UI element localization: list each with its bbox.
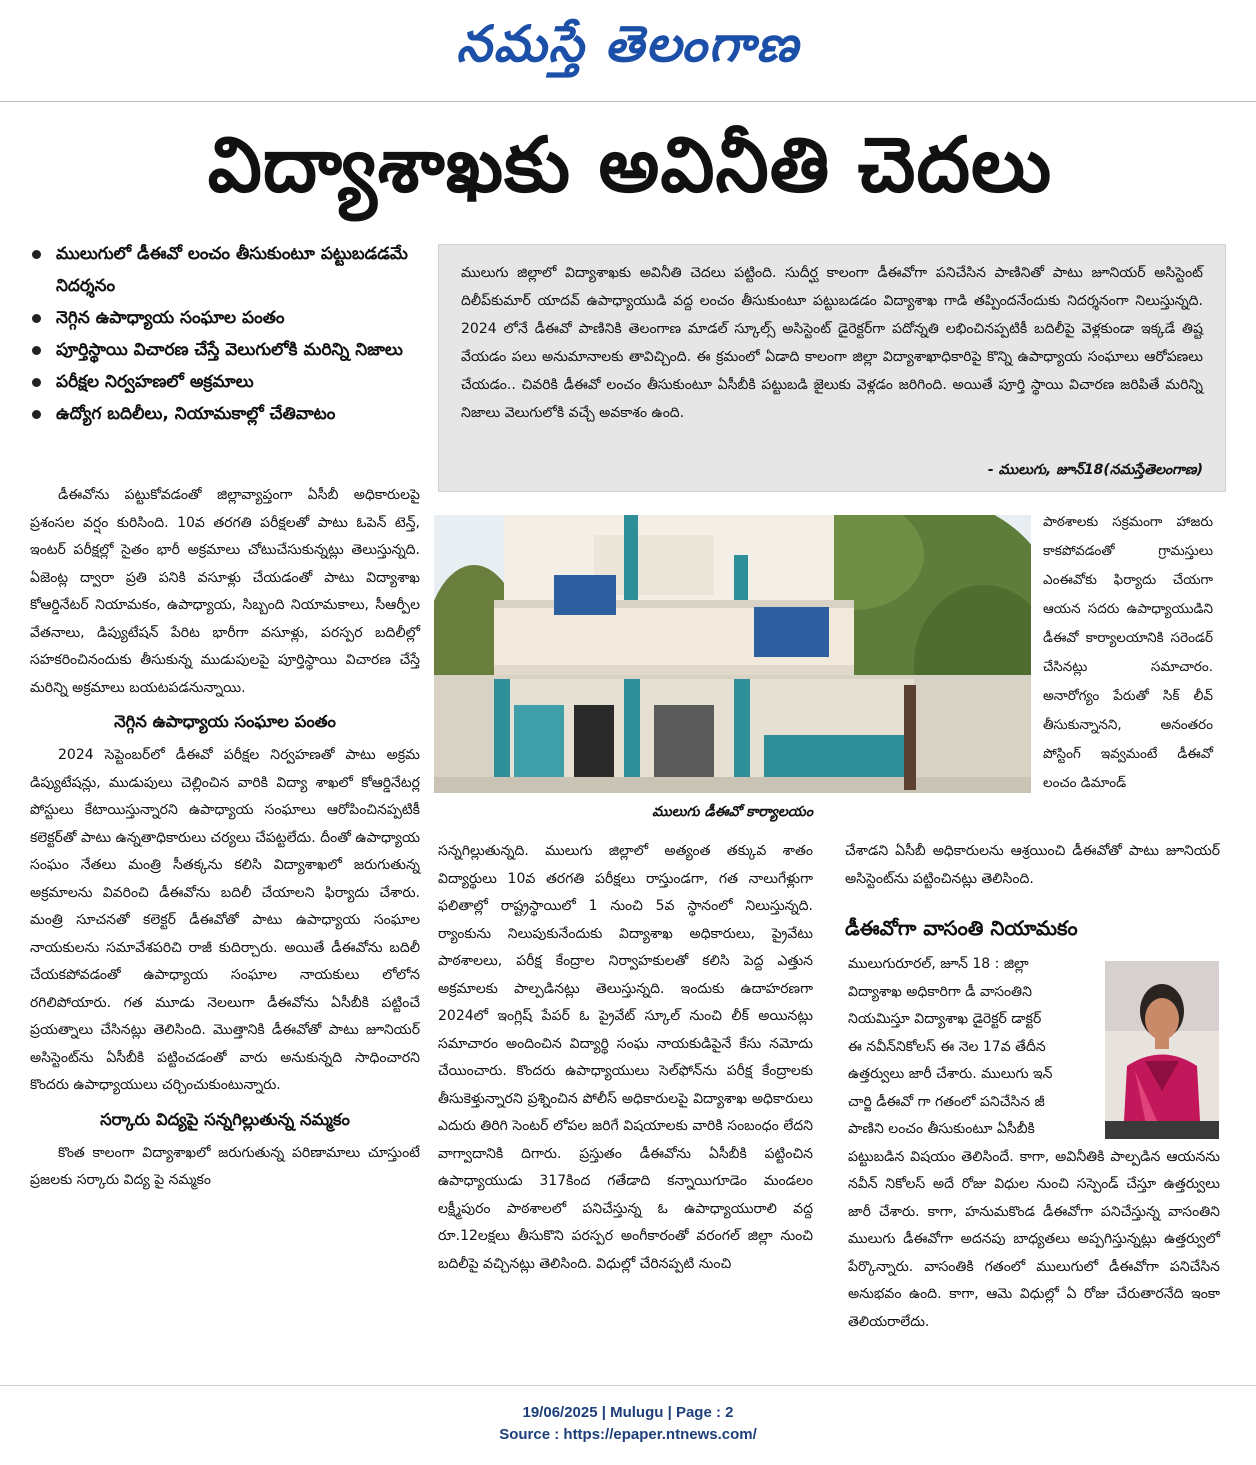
divider [0, 1385, 1256, 1386]
text-continued: పట్టుబడిన విషయం తెలిసిందే. కాగా, అవినీతికి పాల్పడిన ఆయనను నవీన్ నికోలస్ అదే రోజు విధుల నుంచి సస్పెండ్ చేస్తూ ఉత్తర్వులు జారీ చేశారు. కాగా, హనుమకొండ డీఈవోగా పనిచేస్తున్న వాసంతిని ములుగు డీఈవోగా అదనపు బాధ్యతలు అప్పగిస్తున్నట్లు ఉత్తర్వులో పేర్కొన్నారు. వాసంతికి గతంలో ములుగులో డీఈవోగా పనిచేసిన అనుభవం ఉంది. కాగా, ఆమె విధుల్లో ఏ రోజు చేరుతారనేది ఇంకా తెలియరాలేదు. [848, 1148, 1220, 1330]
bullet-icon [32, 410, 41, 419]
article-column-1 [30, 482, 420, 1195]
footer-source-link[interactable]: Source : https://epaper.ntnews.com/ [499, 1426, 757, 1443]
divider [0, 101, 1256, 102]
bullet-icon [32, 378, 41, 387]
masthead [0, 0, 1256, 100]
article-column-right-top [1043, 508, 1213, 798]
highlight-item: ములుగులో డీఈవో లంచం తీసుకుంటూ పట్టుబడడమే నిదర్శనం [28, 238, 423, 302]
highlight-item: ఉద్యోగ బదిలీలు, నియామకాల్లో చేతివాటం [28, 398, 423, 430]
dateline: - ములుగు, జూన్18(నమస్తేతెలంగాణ) [987, 462, 1203, 478]
office-building-photo [434, 515, 1031, 793]
footer [0, 1402, 1256, 1446]
text-line: ఈ నవీన్‌నికోలస్ ఈ నెల 17వ తేదీన [848, 1038, 1046, 1055]
summary-box [438, 244, 1226, 492]
photo-caption: ములుగు డీఈవో కార్యాలయం [652, 804, 813, 820]
highlight-item: నెగ్గిన ఉపాధ్యాయ సంఘాల పంతం [28, 302, 423, 334]
subheading: సర్కారు విద్యపై సన్నగిల్లుతున్న నమ్మకం [100, 1109, 350, 1129]
text-line: ములుగురూరల్, జూన్ 18 : జిల్లా [848, 956, 1029, 972]
article-column-3 [848, 951, 1220, 1336]
text-line: ఉత్తర్వులు జారీ చేశారు. ములుగు ఇన్ [848, 1066, 1053, 1082]
highlight-item: పూర్తిస్థాయి విచారణ చేస్తే వెలుగులోకి మరిన్ని నిజాలు [28, 334, 423, 366]
newspaper-logo: నమస్తే తెలంగాణ [456, 14, 800, 73]
highlight-item: పరీక్షల నిర్వహణలో అక్రమాలు [28, 366, 423, 398]
paragraph: డీఈవోను పట్టుకోవడంతో జిల్లావ్యాప్తంగా ఏసీబీ అధికారులపై ప్రశంసల వర్షం కురిసింది. 10వ తరగతి పరీక్షలతో పాటు ఓపెన్ టెన్త్, ఇంటర్ పరీక్షల్లో సైతం భారీ అక్రమాలు చోటుచేసుకున్నట్లు తెలుస్తున్నది. ఏజెంట్ల ద్వారా ప్రతి పనికి వసూళ్లు చేయడంతో పాటు విద్యాశాఖ కోఆర్డినేటర్ నియామకం, ఉపాధ్యాయ, సిబ్బంది నియామకాలు, సీఆర్పీల వేతనాలు, డిప్యుటేషన్ పేరిట భారీగా వసూళ్లు, పరస్పర బదిలీల్లో సహకరించినందుకు తీసుకున్న ముడుపులపై పూర్తిస్థాయి విచారణ చేస్తే మరిన్ని అక్రమాలు బయటపడనున్నాయి. [30, 487, 420, 696]
summary-text: ములుగు జిల్లాలో విద్యాశాఖకు అవినీతి చెదలు పట్టింది. సుదీర్ఘ కాలంగా డీఈవోగా పనిచేసిన పాణినితో పాటు జూనియర్ అసిస్టెంట్ దిలీప్‌కుమార్ యాదవ్ ఉపాధ్యాయుడి వద్ద లంచం తీసుకుంటూ పట్టుబడడం విద్యాశాఖ గాడి తప్పిందనేందుకు నిదర్శనంగా నిలుస్తున్నది. 2024 లోనే డీఈవో పాణినికి తెలంగాణ మాడల్ స్కూల్స్ అసిస్టెంట్ డైరెక్టర్‌గా పదోన్నతి లభించినప్పటికీ బదిలీపై వెళ్లకుండా ఇక్కడే తిష్ట వేయడం పలు అనుమానాలకు తావిచ్చింది. ఈ క్రమంలో ఏడాది కాలంగా జిల్లా విద్యాశాఖాధికారిపై కొన్ని ఉపాధ్యాయ సంఘాలు ఆరోపణలు చేయడం.. చివరికి డీఈవో లంచం తీసుకుంటూ ఏసీబీకి పట్టుబడి జైలుకు వెళ్లడం జరిగింది. అయితే పూర్తి స్థాయి విచారణ జరిపితే మరిన్ని నిజాలు వెలుగులోకి వచ్చే అవకాశం ఉంది. [461, 265, 1203, 421]
paragraph [848, 951, 1220, 1336]
headline: విద్యాశాఖకు అవినీతి చెదలు [207, 120, 1053, 209]
text-line: చార్జి డీఈవో గా గతంలో పనిచేసిన జీ [848, 1093, 1045, 1110]
paragraph: సన్నగిల్లుతున్నది. ములుగు జిల్లాలో అత్యంత తక్కువ శాతం విద్యార్థులు 10వ తరగతి పరీక్షలు రాస్తుండగా, గత నాలుగేళ్లుగా ఫలితాల్లో రాష్ట్రస్థాయిలో 1 నుంచి 5వ స్థానంలో నిలుస్తున్నది. ర్యాంకును నిలుపుకునేందుకు విద్యాశాఖ అధికారులు, ప్రైవేటు పాఠశాలలు, పరీక్ష కేంద్రాల నిర్వాహకులతో కలిసి పెద్ద ఎత్తున అక్రమాలకు పాల్పడినట్లు తెలుస్తున్నది. ఇందుకు ఉదాహరణగా 2024లో ఇంగ్లిష్ పేపర్ ఓ ప్రైవేట్ స్కూల్ నుంచి లీక్ అయినట్లు సమాచారం అందించిన విద్యార్థి సంఘ నాయకుడిపైనే కేసు నమోదు చేయించారు. కొందరు ఉపాధ్యాయులు సెల్‌ఫోన్‌ను పరీక్ష కేంద్రాలకు తీసుకెళ్తున్నారని ప్రశ్నించిన పోలీస్ అధికారులపై విద్యాశాఖ అధికారులు ఎదురు తిరిగి సెంటర్ లోపల జరిగే విషయాలకు వారికి సంబంధం లేదని వాగ్వాదానికి దిగారు. ప్రస్తుతం డీఈవోను ఏసీబీకి పట్టించిన ఉపాధ్యాయుడు 317కింద గతేడాది కన్నాయిగూడెం మండలం లక్ష్మీపురం పాఠశాలలో పనిచేస్తున్న ఓ ఉపాధ్యాయురాలి వద్ద రూ.12లక్షలు తీసుకొని పరస్పర అంగీకారంతో వరంగల్ జిల్లా నుంచి బదిలీపై వచ్చినట్లు తెలిసింది. విధుల్లో చేరినప్పటి నుంచి [438, 843, 813, 1272]
paragraph: 2024 సెప్టెంబర్‌లో డీఈవో పరీక్షల నిర్వహణతో పాటు అక్రమ డిప్యుటేషన్లు, ముడుపులు చెల్లించిన వారికి విద్యా శాఖలో కోఆర్డినేటర్ల పోస్టులు కేటాయిస్తున్నారని ఉపాధ్యాయ సంఘాలు ఆరోపించినప్పటికీ కలెక్టర్‌తో పాటు ఉన్నతాధికారులు చర్యలు చేపట్టలేదు. దీంతో ఉపాధ్యాయ సంఘం నేతలు మంత్రి సీతక్కను కలిసి విద్యాశాఖలో జరుగుతున్న అక్రమాలను వివరించి డీఈవోను బదిలీ చేయాలని ఫిర్యాదు చేశారు. మంత్రి సూచనతో కలెక్టర్ డీఈవోతో పాటు ఉపాధ్యాయ సంఘాల నాయకులను సమావేశపరిచి రాజీ కుదిర్చారు. అయితే డీఈవోను బదిలీ చేయకపోవడంతో ఉపాధ్యాయ సంఘాల నాయకులు లోలోన రగిలిపోయారు. గత మూడు నెలలుగా డీఈవోను ఏసీబీకి పట్టించే ప్రయత్నాలు చేసినట్లు తెలిసింది. మొత్తానికి డీఈవోతో పాటు జూనియర్ అసిస్టెంట్‌ను ఏసీబీకి పట్టించడంతో వారు అనుకున్నది సాధించారని కొందరు ఉపాధ్యాయులు చర్చించుకుంటున్నారు. [30, 747, 420, 1093]
bullet-icon [32, 346, 41, 355]
subheading: నెగ్గిన ఉపాధ్యాయ సంఘాల పంతం [114, 712, 336, 731]
highlights-list [28, 238, 423, 430]
footer-date-page: 19/06/2025 | Mulugu | Page : 2 [522, 1404, 734, 1421]
text-line: విద్యాశాఖ అధికారిగా డీ వాసంతిని [848, 983, 1032, 1000]
article-column-2 [438, 838, 813, 1278]
text-line: నియమిస్తూ విద్యాశాఖ డైరెక్టర్ డాక్టర్ [848, 1011, 1042, 1027]
paragraph: కొంత కాలంగా విద్యాశాఖలో జరుగుతున్న పరిణామాలు చూస్తుంటే ప్రజలకు సర్కారు విద్య పై నమ్మకం [30, 1144, 420, 1188]
bullet-icon [32, 314, 41, 323]
building-illustration [434, 515, 1031, 793]
paragraph: పాఠశాలకు సక్రమంగా హాజరు కాకపోవడంతో గ్రామస్తులు ఎంఈవోకు ఫిర్యాదు చేయగా ఆయన సదరు ఉపాధ్యాయుడిని డీఈవో కార్యాలయానికి సరెండర్ చేసినట్లు సమాచారం. అనారోగ్యం పేరుతో సిక్ లీవ్ తీసుకున్నానని, అనంతరం పోస్టింగ్ ఇవ్వమంటే డీఈవో లంచం డిమాండ్ [1043, 514, 1213, 791]
subheading-appointment: డీఈవోగా వాసంతి నియామకం [845, 916, 1078, 940]
paragraph: చేశాడని ఏసీబీ అధికారులను ఆశ్రయించి డీఈవోతో పాటు జూనియర్ అసిస్టెంట్‌ను పట్టించినట్లు తెలిసింది. [845, 843, 1220, 887]
bullet-icon [32, 250, 41, 259]
text-line: పాణిని లంచం తీసుకుంటూ ఏసీబీకి [848, 1121, 1035, 1137]
article-column-3-top [845, 838, 1220, 893]
